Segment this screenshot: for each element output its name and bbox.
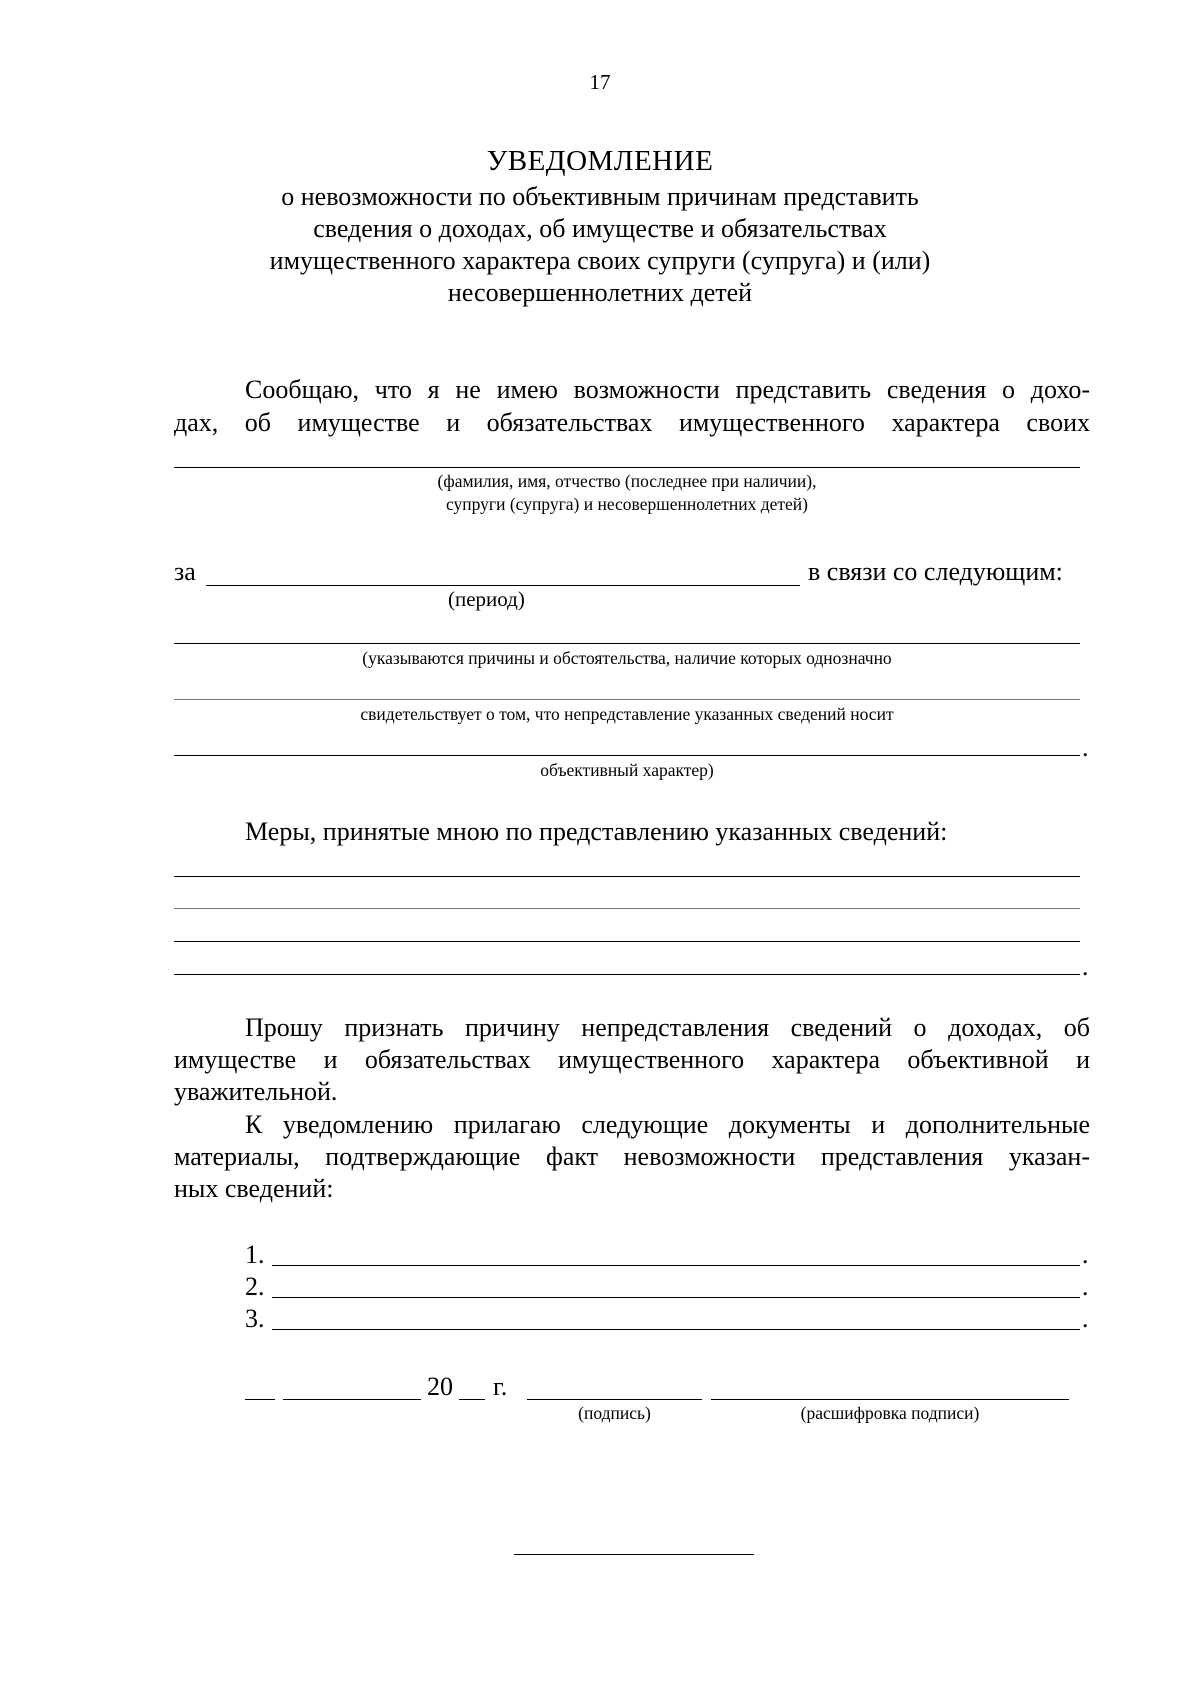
attachment-number: 3. [245,1304,265,1333]
measures-field[interactable] [174,941,1080,942]
period-mark: . [1082,1240,1089,1269]
reason-field[interactable] [174,643,1080,644]
signature-decode-hint: (расшифровка подписи) [800,1403,980,1423]
attachment-number: 2. [245,1272,265,1301]
attachment-number: 1. [245,1240,265,1269]
date-suffix: г. [493,1372,508,1401]
signature-hint: (подпись) [578,1403,651,1423]
measures-field[interactable] [174,974,1080,975]
reason-field[interactable] [174,755,1080,756]
page-number: 17 [589,70,611,94]
period-field[interactable] [206,585,800,586]
period-suffix: в связи со следующим: [808,557,1063,586]
date-month-field[interactable] [283,1399,421,1400]
attach-line: ных сведений: [174,1174,334,1203]
document-title: УВЕДОМЛЕНИЕ [486,145,714,177]
reason-hint: свидетельствует о том, что непредставление указанных сведений носит [360,704,894,724]
request-line: Прошу признать причину непредставления сведений о доходах, об [245,1013,1090,1042]
fio-hint: (фамилия, имя, отчество (последнее при наличии), [437,471,817,491]
date-year-prefix: 20 [427,1372,453,1401]
intro-line: дах, об имуществе и обязательствах имущественного характера своих [174,408,1090,437]
date-day-field[interactable] [245,1399,275,1400]
period-hint: (период) [448,587,525,611]
period-mark: . [1082,1272,1089,1301]
measures-field[interactable] [174,876,1080,877]
intro-line: Сообщаю, что я не имею возможности представить сведения о дохо- [245,375,1090,404]
reason-hint: (указываются причины и обстоятельства, наличие которых однозначно [362,648,892,668]
period-mark: . [1082,733,1089,762]
subtitle-line: несовершеннолетних детей [447,278,753,307]
period-prefix: за [174,557,196,586]
measures-field[interactable] [174,908,1080,909]
reason-hint: объективный характер) [540,760,714,780]
request-line: имуществе и обязательствах имущественного характера объективной и [174,1045,1090,1074]
closing-rule [514,1554,754,1555]
signature-decode-field[interactable] [711,1399,1069,1400]
signature-field[interactable] [527,1399,702,1400]
subtitle-line: имущественного характера своих супруги (супруга) и (или) [269,246,931,275]
request-line: уважительной. [174,1077,338,1106]
period-mark: . [1082,952,1089,981]
fio-field[interactable] [174,467,1080,468]
period-mark: . [1082,1304,1089,1333]
attachment-field[interactable] [272,1297,1080,1298]
subtitle-line: о невозможности по объективным причинам представить [281,182,919,211]
date-year-field[interactable] [459,1399,485,1400]
attachment-field[interactable] [272,1265,1080,1266]
fio-hint: супруги (супруга) и несовершеннолетних детей) [445,494,808,514]
attachment-field[interactable] [272,1329,1080,1330]
reason-field[interactable] [174,699,1080,700]
subtitle-line: сведения о доходах, об имуществе и обязательствах [313,214,887,243]
attach-line: К уведомлению прилагаю следующие документы и дополнительные [245,1110,1090,1139]
attach-line: материалы, подтверждающие факт невозможности представления указан- [174,1142,1090,1171]
measures-label: Меры, принятые мною по представлению указанных сведений: [245,817,948,846]
